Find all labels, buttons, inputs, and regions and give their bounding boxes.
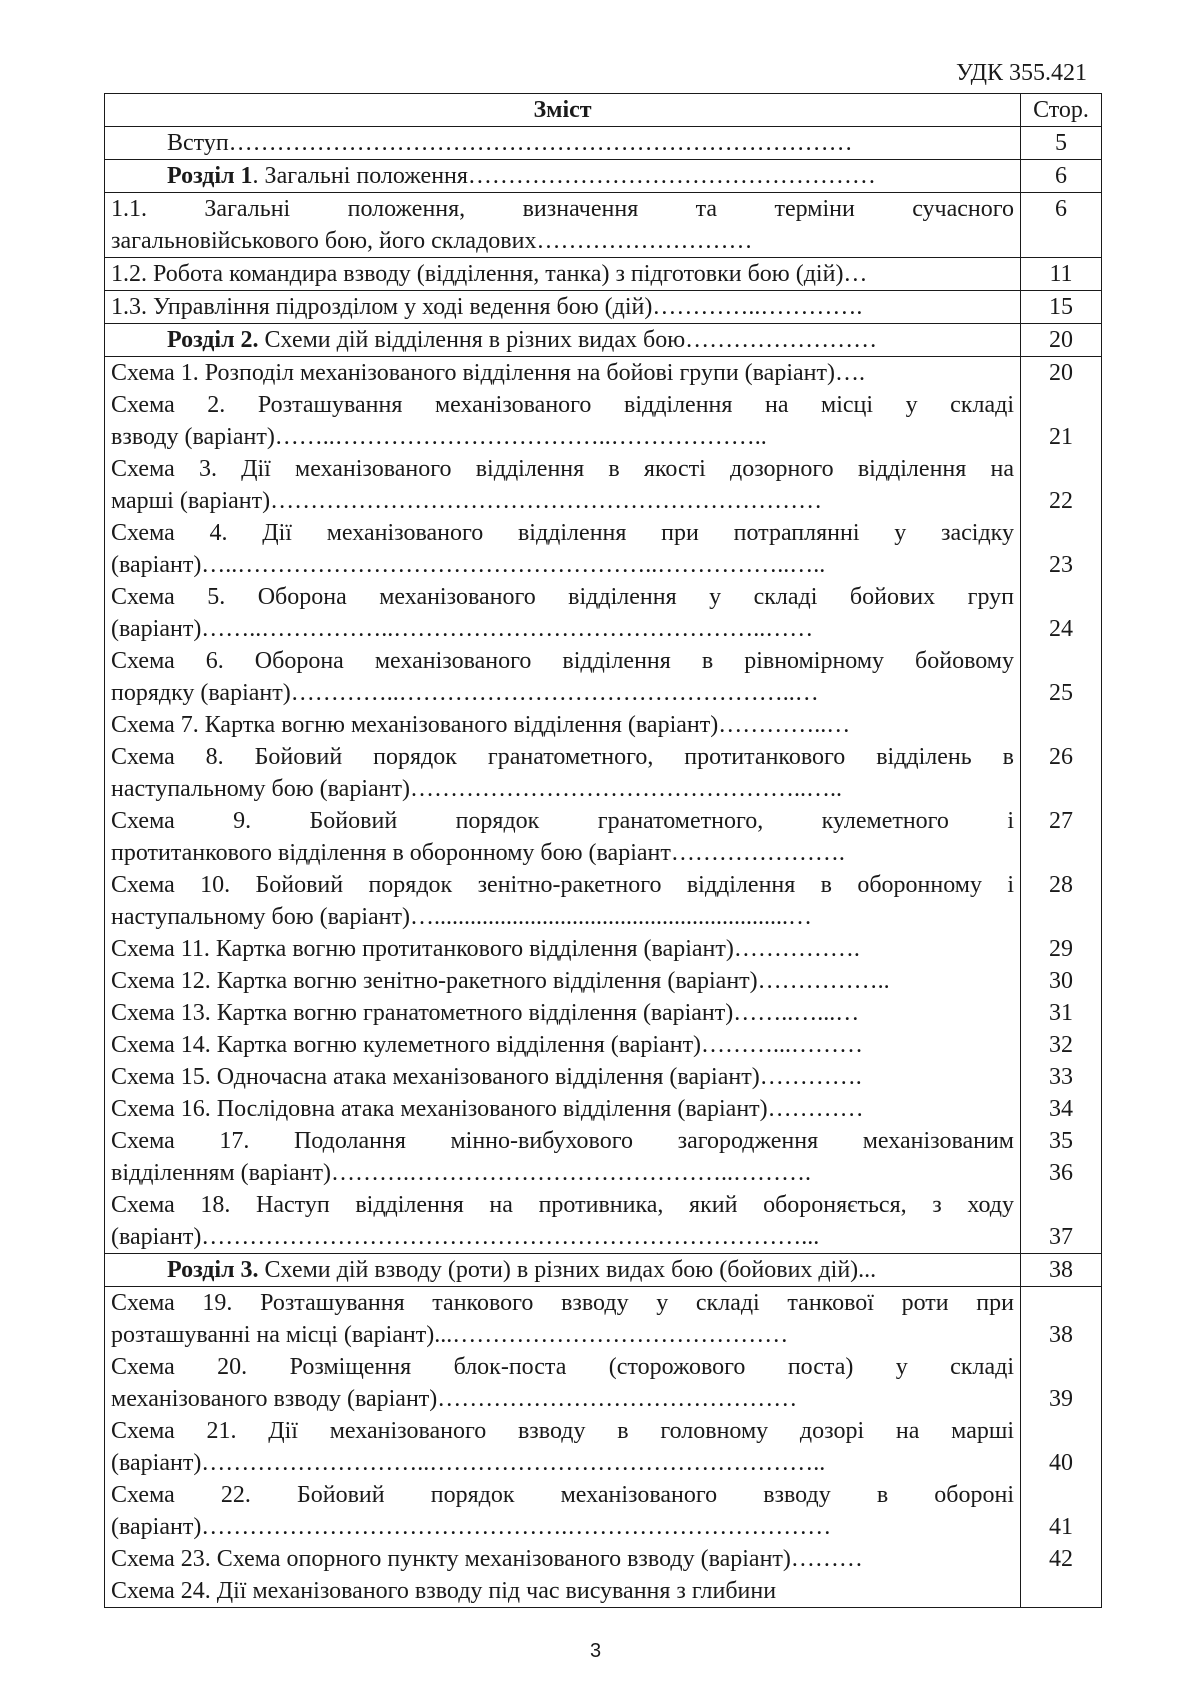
toc-page-number: 29: [1049, 936, 1073, 962]
toc-row: [105, 127, 1102, 160]
toc-line: Схема 17. Подолання мінно-вибухового загородження механізованим: [111, 1128, 1014, 1154]
toc-page-number: 21: [1049, 424, 1073, 450]
toc-entry-text: [105, 357, 1021, 1254]
toc-line: Розділ 3. Схеми дій взводу (роти) в різних видах бою (бойових дій)...: [167, 1257, 877, 1283]
toc-line: Схема 24. Дії механізованого взводу під час висування з глибини: [111, 1578, 777, 1604]
toc-line: (варіант)…………………………………………………………………...: [111, 1224, 820, 1250]
toc-line: 1.2. Робота командира взводу (відділення, танка) з підготовки бою (дій)…: [111, 261, 868, 287]
toc-line: Схема 11. Картка вогню протитанкового відділення (варіант)…………….: [111, 936, 860, 962]
toc-line: Схема 10. Бойовий порядок зенітно-ракетного відділення в оборонному і: [111, 872, 1014, 898]
page-number: 3: [589, 1640, 602, 1662]
toc-page-number: 36: [1049, 1160, 1073, 1186]
toc-line: (варіант)…..……………………………………………..……………..…..: [111, 552, 826, 578]
toc-line: механізованого взводу (варіант)………………………………………: [111, 1386, 798, 1412]
toc-page-number: [1021, 837, 1101, 869]
toc-page-number: 31: [1049, 1000, 1073, 1026]
toc-line: загальновійськового бою, його складових………………………: [111, 228, 753, 254]
toc-line: Розділ 1. Загальні положення……………………………………………: [167, 163, 876, 189]
toc-row: [105, 291, 1102, 324]
toc-line: марші (варіант)……………………………………………………………: [111, 488, 823, 514]
toc-page-cell: [1021, 258, 1102, 291]
toc-line: Схема 16. Послідовна атака механізованого відділення (варіант)…………: [111, 1096, 864, 1122]
toc-page-number: 26: [1049, 744, 1073, 770]
section-label: Розділ 2.: [167, 327, 259, 353]
toc-header-row: [105, 94, 1102, 127]
toc-page-cell: [1021, 324, 1102, 357]
toc-page-number: 38: [1049, 1257, 1073, 1283]
toc-line: Схема 8. Бойовий порядок гранатометного, протитанкового відділень в: [111, 744, 1014, 770]
toc-page-number: [1021, 389, 1101, 421]
toc-table: [104, 93, 1102, 1608]
toc-row: [105, 357, 1102, 1254]
toc-page-number: 30: [1049, 968, 1073, 994]
toc-page-number: 34: [1049, 1096, 1073, 1122]
toc-line: протитанкового відділення в оборонному бою (варіант………………….: [111, 840, 845, 866]
toc-entry-text: [105, 324, 1021, 357]
toc-line: Схема 20. Розміщення блок-поста (сторожового поста) у складі: [111, 1354, 1014, 1380]
toc-line: Схема 3. Дії механізованого відділення в якості дозорного відділення на: [111, 456, 1014, 482]
toc-page-number: [1021, 581, 1101, 613]
toc-line: Схема 7. Картка вогню механізованого відділення (варіант)…………..…: [111, 712, 851, 738]
toc-page-cell: [1021, 1254, 1102, 1287]
toc-page-number: 27: [1049, 808, 1073, 834]
toc-line: Схема 9. Бойовий порядок гранатометного, кулеметного і: [111, 808, 1014, 834]
toc-page-number: 41: [1049, 1514, 1073, 1540]
toc-row: [105, 1287, 1102, 1608]
toc-page-number: 5: [1055, 130, 1067, 156]
toc-page-number: 28: [1049, 872, 1073, 898]
toc-page-number: 38: [1049, 1322, 1073, 1348]
udk-code: УДК 355.421: [956, 60, 1087, 86]
toc-line: 1.1. Загальні положення, визначення та терміни сучасного: [111, 196, 1014, 222]
toc-line: наступальному бою (варіант)…...........................................................…: [111, 904, 812, 930]
toc-row: [105, 258, 1102, 291]
toc-line: порядку (варіант)…………..…………………………………………..…: [111, 680, 819, 706]
toc-page-number: [1021, 901, 1101, 933]
toc-page-number: 20: [1049, 327, 1073, 353]
toc-page-number: 35: [1049, 1128, 1073, 1154]
toc-entry-text: [105, 1287, 1021, 1608]
toc-page-number: [1021, 773, 1101, 805]
toc-page-number: 15: [1049, 294, 1073, 320]
toc-line: Схема 13. Картка вогню гранатометного відділення (варіант)……..…...…: [111, 1000, 860, 1026]
toc-page-cell: [1021, 357, 1102, 1254]
toc-page-number: [1021, 709, 1101, 741]
toc-line: (варіант)……………………………………….……………………………: [111, 1514, 832, 1540]
toc-line: Схема 23. Схема опорного пункту механізованого взводу (варіант)………: [111, 1546, 863, 1572]
toc-row: [105, 160, 1102, 193]
toc-line: Схема 19. Розташування танкового взводу у складі танкової роти при: [111, 1290, 1014, 1316]
toc-line: (варіант)………………………..…………………………………………..: [111, 1450, 826, 1476]
toc-page-number: [1021, 1479, 1101, 1511]
toc-line: Схема 4. Дії механізованого відділення при потраплянні у засідку: [111, 520, 1014, 546]
toc-page-number: [1021, 645, 1101, 677]
toc-title: Зміст: [105, 94, 1021, 127]
toc-line: Вступ……………………………………………………………………: [167, 130, 853, 156]
toc-line: Схема 21. Дії механізованого взводу в головному дозорі на марші: [111, 1418, 1014, 1444]
toc-page-number: 25: [1049, 680, 1073, 706]
toc-entry-text: [105, 127, 1021, 160]
toc-line: Схема 6. Оборона механізованого відділення в рівномірному бойовому: [111, 648, 1014, 674]
toc-line: взводу (варіант)……..……………………………..………………..: [111, 424, 767, 450]
toc-line: Схема 1. Розподіл механізованого відділення на бойові групи (варіант)….: [111, 360, 865, 386]
section-label: Розділ 1: [167, 163, 253, 189]
toc-line: 1.3. Управління підрозділом у ході ведення бою (дій)…………..………….: [111, 294, 863, 320]
toc-page-number: 6: [1055, 163, 1067, 189]
toc-page-number: [1021, 1189, 1101, 1221]
toc-page-number: 11: [1049, 261, 1073, 287]
toc-row: [105, 193, 1102, 258]
toc-entry-text: [105, 160, 1021, 193]
toc-line: наступальному бою (варіант)…………………………………………..…..: [111, 776, 842, 802]
toc-row: [105, 1254, 1102, 1287]
toc-line: Схема 15. Одночасна атака механізованого відділення (варіант)………….: [111, 1064, 862, 1090]
toc-page-cell: [1021, 1287, 1102, 1608]
toc-page-number: 6: [1055, 196, 1067, 222]
page-column-header: Стор.: [1021, 94, 1102, 127]
toc-page-number: 33: [1049, 1064, 1073, 1090]
toc-page-number: [1021, 1415, 1101, 1447]
toc-page-number: 40: [1049, 1450, 1073, 1476]
toc-page-number: 39: [1049, 1386, 1073, 1412]
toc-page-number: 22: [1049, 488, 1073, 514]
toc-page-number: 23: [1049, 552, 1073, 578]
toc-page-number: [1021, 1575, 1101, 1607]
toc-page-number: 24: [1049, 616, 1073, 642]
toc-page-cell: [1021, 160, 1102, 193]
toc-entry-text: [105, 291, 1021, 324]
toc-entry-text: [105, 1254, 1021, 1287]
toc-page-number: 37: [1049, 1224, 1073, 1250]
toc-line: Схема 12. Картка вогню зенітно-ракетного відділення (варіант)……………..: [111, 968, 890, 994]
toc-page-number: 20: [1049, 360, 1073, 386]
toc-line: (варіант)……..……………..………………………………………..……: [111, 616, 814, 642]
toc-page-number: [1021, 1287, 1101, 1319]
toc-page-number: 32: [1049, 1032, 1073, 1058]
toc-page-cell: [1021, 127, 1102, 160]
toc-page-number: 42: [1049, 1546, 1073, 1572]
toc-page-number: [1021, 1351, 1101, 1383]
toc-entry-text: [105, 193, 1021, 258]
toc-line: Схема 18. Наступ відділення на противника, який обороняється, з ходу: [111, 1192, 1014, 1218]
toc-line: Розділ 2. Схеми дій відділення в різних видах бою……………………: [167, 327, 878, 353]
toc-row: [105, 324, 1102, 357]
toc-line: Схема 2. Розташування механізованого відділення на місці у складі: [111, 392, 1014, 418]
toc-line: розташуванні на місці (варіант)...……………………………………: [111, 1322, 789, 1348]
toc-entry-text: [105, 258, 1021, 291]
section-label: Розділ 3.: [167, 1257, 259, 1283]
toc-page-number: [1021, 225, 1101, 257]
toc-line: Схема 5. Оборона механізованого відділення у складі бойових груп: [111, 584, 1014, 610]
toc-line: відділенням (варіант)……….…………………………………..……….: [111, 1160, 811, 1186]
toc-line: Схема 22. Бойовий порядок механізованого взводу в обороні: [111, 1482, 1014, 1508]
toc-page-cell: [1021, 193, 1102, 258]
toc-page-cell: [1021, 291, 1102, 324]
toc-line: Схема 14. Картка вогню кулеметного відділення (варіант)………...………: [111, 1032, 864, 1058]
toc-page-number: [1021, 453, 1101, 485]
toc-page-number: [1021, 517, 1101, 549]
